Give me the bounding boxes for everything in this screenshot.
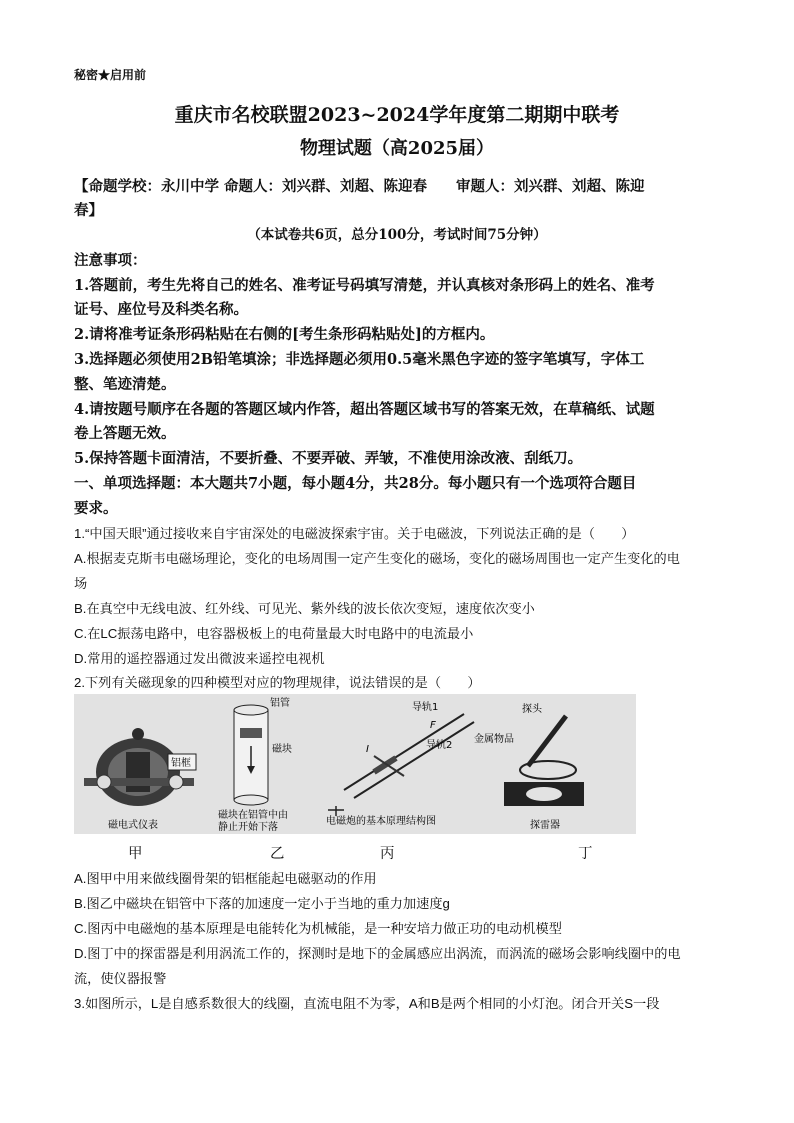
tube-caption-line-1: 磁块在铝管中由 <box>218 810 288 821</box>
q2-option-a: A.图甲中用来做线圈骨架的铝框能起电磁驱动的作用 <box>74 871 377 886</box>
notes-line: 证号、座位号及科类名称。 <box>74 301 248 318</box>
railgun-drawing <box>326 700 474 827</box>
q2-option-b: B.图乙中磁块在铝管中下落的加速度一定小于当地的重力加速度g <box>74 896 450 911</box>
notes-heading: 注意事项： <box>74 252 147 269</box>
rail-1-label: 导轨1 <box>412 702 439 713</box>
confidential-mark: 秘密★启用前 <box>74 68 147 82</box>
notes-line: 5.保持答题卡面清洁，不要折叠、不要弄破、弄皱，不准使用涂改液、刮纸刀。 <box>74 450 583 467</box>
figure-label-jia: 甲 <box>128 846 143 862</box>
figure-label-ding: 丁 <box>578 846 593 862</box>
q1-option-b: B.在真空中无线电波、红外线、可见光、紫外线的波长依次变短，速度依次变小 <box>74 601 535 616</box>
mine-detector-drawing <box>474 702 584 831</box>
exam-title: 重庆市名校联盟2023~2024学年度第二期期中联考 <box>174 104 620 126</box>
authors-line-1: 【命题学校：永川中学 命题人：刘兴群、刘超、陈迎春 审题人：刘兴群、刘超、陈迎 <box>74 178 645 195</box>
notes-line: 卷上答题无效。 <box>74 425 176 442</box>
tube-drawing <box>218 696 292 833</box>
notes-line: 3.选择题必须使用2B铅笔填涂；非选择题必须用0.5毫米黑色字迹的签字笔填写，字体工 <box>74 351 645 368</box>
section-heading-line-2: 要求。 <box>74 500 118 517</box>
q1-stem: 1.“中国天眼”通过接收来自宇宙深处的电磁波探索宇宙。关于电磁波，下列说法正确的是（ ） <box>74 526 635 541</box>
current-label: I <box>366 744 369 755</box>
q1-option-a: A.根据麦克斯韦电磁场理论，变化的电场周围一定产生变化的磁场，变化的磁场周围也一定产生变化的电 <box>74 551 680 566</box>
q2-option-c: C.图丙中电磁炮的基本原理是电能转化为机械能，是一种安培力做正功的电动机模型 <box>74 921 562 936</box>
rail-2-label: 导轨2 <box>426 740 453 751</box>
force-label: F <box>430 720 436 731</box>
q2-figure <box>74 694 636 834</box>
section-heading-line-1: 一、单项选择题：本大题共7小题，每小题4分，共28分。每小题只有一个选项符合题目 <box>74 475 637 492</box>
q1-option-c: C.在LC振荡电路中，电容器极板上的电荷量最大时电路中的电流最小 <box>74 626 474 641</box>
q2-stem: 2.下列有关磁现象的四种模型对应的物理规律，说法错误的是（ ） <box>74 675 481 690</box>
railgun-caption: 电磁炮的基本原理结构图 <box>326 816 436 827</box>
mine-detector-caption: 探雷器 <box>530 820 560 831</box>
q1-option-a-cont: 场 <box>74 576 88 591</box>
q3-stem: 3.如图所示，L是自感系数很大的线圈，直流电阻不为零，A和B是两个相同的小灯泡。闭合开关S一段 <box>74 996 660 1011</box>
magnet-label: 磁块 <box>272 744 292 755</box>
probe-label: 探头 <box>522 704 542 715</box>
metal-object-label: 金属物品 <box>474 734 514 745</box>
authors-line-2: 春】 <box>74 202 103 219</box>
meter-drawing <box>84 728 196 831</box>
q2-option-d-cont: 流，使仪器报警 <box>74 971 167 986</box>
q2-option-d: D.图丁中的探雷器是利用涡流工作的，探测时是地下的金属感应出涡流，而涡流的磁场会影响线圈中的电 <box>74 946 681 961</box>
notes-line: 2.请将准考证条形码粘贴在右侧的[考生条形码粘贴处]的方框内。 <box>74 326 495 343</box>
exam-subtitle: 物理试题（高2025届） <box>299 138 495 159</box>
notes-line: 整、笔迹清楚。 <box>74 376 176 393</box>
figure-label-yi: 乙 <box>270 846 285 862</box>
notes-line: 4.请按题号顺序在各题的答题区域内作答，超出答题区域书写的答案无效，在草稿纸、试题 <box>74 401 655 418</box>
q1-option-d: D.常用的遥控器通过发出微波来遥控电视机 <box>74 651 325 666</box>
meter-caption: 磁电式仪表 <box>108 820 158 831</box>
exam-info: （本试卷共6页，总分100分，考试时间75分钟） <box>247 227 547 243</box>
meter-frame-label: 铝框 <box>171 758 191 769</box>
notes-line: 1.答题前，考生先将自己的姓名、准考证号码填写清楚，并认真核对条形码上的姓名、准考 <box>74 277 655 294</box>
figure-label-bing: 丙 <box>380 846 395 862</box>
tube-caption-line-2: 静止开始下落 <box>218 822 278 833</box>
tube-label: 铝管 <box>270 698 290 709</box>
